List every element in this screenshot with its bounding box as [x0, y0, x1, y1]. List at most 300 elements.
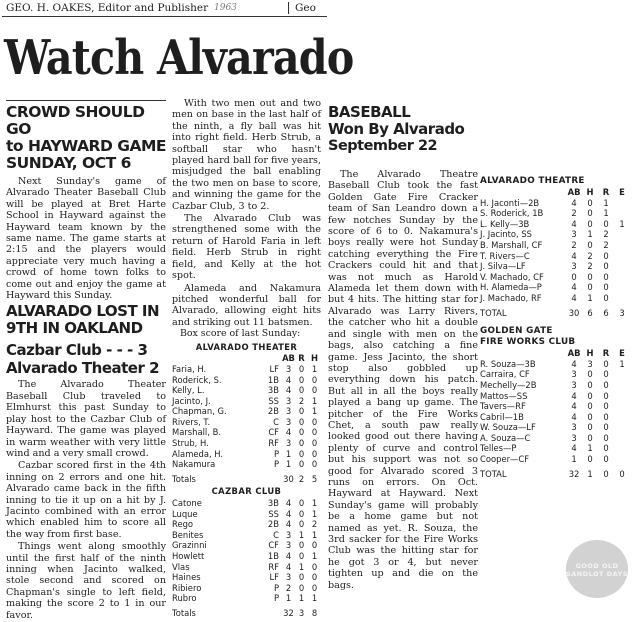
hits: 0: [587, 411, 593, 422]
story3-headline: [328, 104, 478, 138]
player-position: P: [273, 459, 279, 470]
errors: [614, 282, 630, 293]
player-position: 3B: [267, 385, 279, 396]
at-bats: 4: [571, 358, 577, 369]
errors: [614, 293, 630, 304]
story1-body: Next Sunday's game of Alvarado Theater Baseball Club will be played at Bret Harte School in Hayward against the Hayward team known by the same name. The game starts at 2:15 and the players would appreciate very much having a crowd of home town folks to come out and enjoy the game at Hayward this Sunday.: [6, 176, 166, 302]
player-name: Marshall, B.: [172, 427, 221, 438]
table-row: [172, 375, 321, 386]
at-bats: 3: [285, 540, 292, 551]
runs: 0: [298, 519, 305, 530]
box3-table-alvarado: [480, 187, 630, 318]
col-header: H: [586, 187, 594, 197]
table-row: [172, 540, 321, 551]
player-position: LF: [269, 572, 279, 583]
player-name: L. Kelly—3B: [480, 218, 530, 229]
runs: 2: [603, 229, 609, 240]
at-bats: 4: [285, 427, 292, 438]
at-bats: 0: [571, 271, 577, 282]
headline-line: SUNDAY, OCT 6: [6, 154, 131, 172]
runs: 0: [603, 401, 609, 412]
at-bats: 3: [285, 406, 292, 417]
story3-body: The Alvarado Theatre Baseball Club took the fast Golden Gate Fire Cracker team of San Leandro down a few notches Sunday by the score of 6 to 0. Nakamura's boys really were hot Sunday catching everything the Fire Crackers could hit and that was not much as Harold Alameda let them down with but 4 hits. The hitting star for Alvarado was Larry Rivers, the catcher who hit a double and single with men on the bags, also catching a fine game. Jess Jacinto, the short stop also gobbled up everything down his patch. But all in all the boys really played a bang up game. The pitcher of the Fire Works Chet, a south paw really looked good out there having plenty of curve and control but his support was not so good for Alvarado scored 3 runs on errors. On Oct. Hayward at Hayward. Next Sunday's game will probably be a home game but not named as yet. R. Souza, the 3rd sacker for the Fire Works Club was the hitting star for he got 3 or 4, but never tighten up and die on the bags.: [328, 169, 478, 591]
table-row: [172, 385, 321, 396]
player-name: Rubro: [172, 593, 197, 604]
runs: 0: [603, 282, 609, 293]
at-bats: 2: [285, 582, 292, 593]
headline-line: Won By Alvarado: [328, 120, 465, 138]
box3-team2: [480, 326, 630, 348]
totals-r: 2: [298, 473, 305, 484]
player-name: Howlett: [172, 551, 205, 561]
at-bats: 3: [571, 229, 577, 240]
column-3: [328, 104, 478, 592]
hits: 0: [587, 422, 593, 433]
story3-headline-date: September 22: [328, 138, 438, 154]
errors: [614, 272, 630, 283]
runs: 0: [603, 292, 609, 303]
at-bats: 1: [571, 454, 577, 465]
at-bats: 3: [285, 438, 292, 449]
runs: 0: [298, 416, 305, 427]
at-bats: 4: [571, 218, 577, 229]
runs: 0: [603, 443, 609, 454]
story1-headline: [6, 100, 166, 172]
runs: 2: [298, 395, 305, 406]
player-name: Strub, H.: [172, 438, 209, 449]
at-bats: 3: [571, 369, 577, 380]
table-header-row: [480, 348, 630, 359]
totals-row: [172, 470, 321, 485]
runs: 1: [603, 197, 609, 208]
hits: 0: [311, 459, 318, 470]
box3-team1: ALVARADO THEATRE: [480, 176, 585, 186]
totals-label: Totals: [172, 607, 196, 618]
player-name: Cooper—CF: [480, 454, 530, 465]
runs: 0: [298, 498, 305, 509]
table-row: [172, 530, 321, 541]
runs: 0: [298, 438, 305, 449]
player-position: C: [273, 529, 279, 540]
errors: [614, 391, 630, 402]
hits: 0: [311, 540, 318, 551]
headline-line: CROWD SHOULD GO: [6, 103, 145, 138]
errors: [614, 401, 630, 412]
runs: 0: [603, 422, 609, 433]
team-line: GOLDEN GATE: [480, 326, 553, 337]
header-divider: [288, 2, 289, 14]
at-bats: 1: [285, 593, 292, 604]
table-row: [172, 583, 321, 594]
runs: 0: [603, 379, 609, 390]
runs: 2: [603, 239, 609, 250]
story2-paragraph: Cazbar scored first in the 4th inning on 2 errors and one hit. Alvarado came back in the fifth inning to tie it up on a hit by J. Jacinto combined with an error which enabled him to score all the way from first base.: [6, 460, 166, 540]
hits: 0: [587, 282, 593, 293]
totals-ab: 30: [568, 307, 580, 318]
table-row: [172, 572, 321, 583]
table-row: [172, 406, 321, 417]
totals-label: TOTAL: [480, 307, 507, 318]
at-bats: 1: [285, 448, 292, 459]
table-header-row: [480, 187, 630, 198]
player-position: CF: [268, 540, 279, 551]
at-bats: 3: [285, 572, 292, 583]
runs: 1: [298, 561, 305, 572]
errors: 1: [619, 218, 625, 229]
player-name: H. Jaconti—2B: [480, 197, 540, 208]
player-name: Alameda, H.: [172, 448, 224, 459]
player-name: W. Souza—LF: [480, 422, 536, 433]
player-name: J. Machado, RF: [480, 292, 542, 303]
at-bats: 3: [571, 432, 577, 443]
at-bats: 4: [285, 561, 292, 572]
hits: 0: [587, 271, 593, 282]
runs: 0: [603, 454, 609, 465]
table-row: [172, 364, 321, 375]
runs: 0: [298, 448, 305, 459]
errors: [614, 412, 630, 423]
player-position: 2B: [267, 406, 279, 417]
at-bats: 4: [571, 292, 577, 303]
errors: 1: [619, 358, 625, 369]
player-position: P: [273, 582, 279, 593]
totals-r: 3: [298, 607, 305, 618]
runs: 1: [603, 208, 609, 219]
hits: 0: [587, 432, 593, 443]
hits: 2: [587, 250, 593, 261]
story2-score-lines: [6, 341, 166, 377]
table-row: [480, 251, 630, 262]
totals-r: 6: [603, 307, 609, 318]
table-row: [480, 282, 630, 293]
runs: 0: [298, 363, 305, 374]
at-bats: 4: [571, 250, 577, 261]
col-header: AB: [567, 348, 581, 359]
runs: 0: [298, 459, 305, 470]
player-name: Haines: [172, 572, 201, 583]
totals-r: 0: [603, 468, 609, 479]
at-bats: 3: [571, 261, 577, 272]
totals-ab: 32: [568, 468, 580, 479]
player-position: SS: [268, 508, 279, 519]
totals-h: 6: [587, 307, 593, 318]
score-line: Cazbar Club - - - 3: [6, 341, 148, 360]
watermark-line: GOOD OLD: [575, 562, 619, 570]
hits: 0: [587, 208, 593, 219]
runs: 0: [298, 385, 305, 396]
totals-e: 0: [619, 468, 625, 479]
player-name: A. Souza—C: [480, 432, 531, 443]
hits: 0: [311, 374, 318, 385]
at-bats: 3: [571, 422, 577, 433]
player-name: S. Roderick, 1B: [480, 208, 544, 219]
player-name: Telles—P: [480, 443, 517, 454]
runs: 0: [298, 406, 305, 417]
table-row: [172, 449, 321, 460]
runs: 0: [603, 250, 609, 261]
hits: 0: [587, 369, 593, 380]
player-name: B. Marshall, CF: [480, 239, 543, 250]
player-name: Nakamura: [172, 459, 216, 470]
col-header: H: [586, 348, 594, 359]
table-row: [172, 396, 321, 407]
errors: [614, 422, 630, 433]
headline-line: ALVARADO LOST IN: [6, 302, 160, 321]
table-row: [480, 391, 630, 402]
table-row: [480, 272, 630, 283]
team-line: FIRE WORKS CLUB: [480, 337, 576, 348]
at-bats: 1: [285, 459, 292, 470]
errors: [614, 208, 630, 219]
hits: 1: [311, 363, 318, 374]
errors: [614, 251, 630, 262]
column-2: [172, 98, 321, 619]
table-row: [480, 433, 630, 444]
player-name: R. Souza—3B: [480, 358, 536, 369]
at-bats: 3: [285, 395, 292, 406]
totals-e: 3: [619, 307, 625, 318]
errors: [614, 454, 630, 465]
runs: 0: [603, 390, 609, 401]
col-header: R: [602, 348, 610, 359]
runs: 1: [298, 529, 305, 540]
errors: [614, 198, 630, 209]
table-row: [480, 422, 630, 433]
totals-blank: [259, 470, 282, 485]
hits: 1: [587, 229, 593, 240]
player-name: J. Jacinto, SS: [480, 229, 533, 240]
at-bats: 4: [571, 390, 577, 401]
table-row: [172, 593, 321, 604]
table-row: [480, 454, 630, 465]
table-row: [172, 509, 321, 520]
runs: 0: [298, 572, 305, 583]
hits: 1: [587, 292, 593, 303]
runs: 0: [298, 374, 305, 385]
runs: 0: [603, 358, 609, 369]
player-name: V. Machado, CF: [480, 271, 544, 282]
table-header-row: [172, 353, 321, 364]
headline-line: 9TH IN OAKLAND: [6, 319, 143, 338]
table-row: [172, 417, 321, 428]
errors: [614, 433, 630, 444]
hits: 0: [311, 448, 318, 459]
col-header: AB: [282, 353, 295, 364]
hits: 0: [311, 385, 318, 396]
hits: 1: [311, 593, 318, 604]
hits: 2: [311, 519, 318, 530]
player-name: Catone: [172, 498, 202, 509]
col-header: R: [298, 353, 305, 364]
hits: 1: [311, 395, 318, 406]
player-position: 3B: [267, 498, 279, 509]
hits: 0: [587, 454, 593, 465]
at-bats: 4: [285, 551, 292, 561]
player-name: Rego: [172, 519, 194, 530]
player-name: Cabril—1B: [480, 411, 524, 422]
at-bats: 4: [285, 519, 292, 530]
box-score-title: Box score of last Sunday:: [180, 328, 301, 340]
hits: 0: [311, 572, 318, 583]
player-position: CF: [268, 427, 279, 438]
at-bats: 2: [571, 239, 577, 250]
table-row: [480, 229, 630, 240]
player-name: Ribiero: [172, 582, 202, 593]
at-bats: 4: [285, 498, 292, 509]
runs: 0: [298, 582, 305, 593]
hits: 0: [311, 582, 318, 593]
hits: 0: [587, 197, 593, 208]
totals-row: [480, 465, 630, 480]
errors: [614, 240, 630, 251]
table-row: [480, 412, 630, 423]
runs: 0: [603, 261, 609, 272]
player-name: Mattos—SS: [480, 390, 528, 401]
table-row: [172, 498, 321, 509]
hits: 1: [311, 498, 318, 509]
player-position: 1B: [267, 551, 279, 561]
at-bats: 4: [571, 282, 577, 293]
watermark-line: SANDLOT DAYS: [566, 570, 628, 578]
player-name: Rivers, T.: [172, 416, 211, 427]
runs: 0: [298, 508, 305, 519]
player-name: Vlas: [172, 561, 190, 572]
runs: 0: [298, 551, 305, 561]
at-bats: 3: [571, 379, 577, 390]
hits: 2: [587, 261, 593, 272]
at-bats: 4: [571, 197, 577, 208]
totals-row: [480, 304, 630, 319]
runs: 0: [298, 427, 305, 438]
hits: 0: [311, 438, 318, 449]
at-bats: 4: [285, 508, 292, 519]
table-row: [172, 562, 321, 573]
table-row: [172, 551, 321, 562]
hits: 0: [311, 427, 318, 438]
box-score-table-alvarado: [172, 353, 321, 484]
hits: 0: [311, 416, 318, 427]
totals-ab: 32: [283, 607, 294, 618]
player-name: T. Rivers—C: [480, 250, 530, 261]
totals-row: [172, 604, 321, 619]
player-name: Faria, H.: [172, 363, 207, 374]
at-bats: 2: [571, 208, 577, 219]
table-row: [172, 519, 321, 530]
story2-continued-paragraph: Alameda and Nakamura pitched wonderful ball for Alvarado, allowing eight hits and striking out 11 batsmen.: [172, 282, 321, 328]
col-header: R: [602, 187, 610, 197]
box-team-name: CAZBAR CLUB: [211, 486, 282, 497]
player-name: Carraira, CF: [480, 369, 530, 380]
at-bats: 4: [571, 443, 577, 454]
player-position: RF: [268, 438, 279, 449]
totals-h: 8: [311, 607, 318, 618]
player-name: H. Alameda—P: [480, 282, 542, 293]
player-position: 1B: [267, 374, 279, 385]
hits: 0: [311, 561, 318, 572]
runs: 0: [298, 540, 305, 551]
runs: 0: [603, 271, 609, 282]
hits: 0: [587, 401, 593, 412]
table-row: [480, 208, 630, 219]
headline-line: BASEBALL: [328, 103, 411, 121]
runs: 1: [298, 593, 305, 604]
totals-label: Totals: [172, 473, 196, 484]
hits: 1: [587, 443, 593, 454]
table-row: [480, 443, 630, 454]
header-fragment: Geo: [295, 2, 316, 14]
table-row: [172, 459, 321, 470]
hits: 0: [587, 379, 593, 390]
at-bats: 4: [571, 401, 577, 412]
col-header: E: [619, 187, 625, 197]
box-score-table-cazbar: [172, 498, 321, 619]
hits: 0: [587, 239, 593, 250]
hits: 1: [311, 551, 318, 561]
player-name: Chapman, G.: [172, 406, 227, 417]
table-row: [480, 359, 630, 370]
year-note: 1963: [214, 3, 237, 13]
errors: [614, 261, 630, 272]
watermark-stamp: [566, 540, 628, 598]
player-position: RF: [268, 561, 279, 572]
totals-ab: 30: [283, 473, 294, 484]
story2-headline: [6, 303, 166, 337]
column-4-box-score: [480, 176, 630, 479]
table-row: [172, 438, 321, 449]
player-name: Mechelly—2B: [480, 379, 537, 390]
hits: 1: [311, 406, 318, 417]
at-bats: 3: [285, 416, 292, 427]
player-position: P: [273, 593, 279, 604]
box-team-name: ALVARADO THEATER: [195, 341, 298, 352]
box3-table-fireworks: [480, 348, 630, 479]
col-header: AB: [567, 187, 581, 197]
masthead-title: Watch Alvarado: [4, 30, 354, 86]
table-row: [480, 369, 630, 380]
player-name: Jacinto, J.: [172, 395, 211, 406]
hits: 1: [311, 508, 318, 519]
table-row: [480, 380, 630, 391]
totals-blank: [250, 604, 282, 619]
newspaper-header-bar: [2, 0, 327, 17]
table-row: [480, 293, 630, 304]
runs: 0: [603, 369, 609, 380]
player-position: C: [273, 416, 279, 427]
at-bats: 3: [285, 363, 292, 374]
player-position: 2B: [267, 519, 279, 530]
errors: [614, 369, 630, 380]
col-header: H: [310, 353, 318, 364]
at-bats: 4: [285, 374, 292, 385]
player-position: SS: [268, 395, 279, 406]
hits: 3: [587, 358, 593, 369]
story2-paragraph: Things went along smoothly until the first half of the ninth inning when Jacinto walked, stole second and scored on Chapman's single to left field, making the score 2 to 1 in our favor.: [6, 541, 166, 621]
at-bats: 3: [285, 529, 292, 540]
player-name: Tavers—RF: [480, 401, 526, 412]
player-name: Luque: [172, 508, 198, 519]
story2-continued-paragraph: With two men out and two men on base in the last half of the ninth, a fly ball was hit into right field. Herb Strub, a softball star who hasn't played hard ball for five years, misjudged the ball enabling the two men on base to score, and winning the game for the Cazbar Club, 3 to 2.: [172, 98, 321, 212]
hits: 0: [587, 218, 593, 229]
box-score-oct: [172, 329, 321, 618]
runs: 0: [603, 411, 609, 422]
totals-h: 1: [587, 468, 593, 479]
at-bats: 4: [571, 411, 577, 422]
table-row: [172, 427, 321, 438]
errors: [614, 229, 630, 240]
score-line: Alvarado Theater 2: [6, 359, 160, 378]
player-name: J. Silva—LF: [480, 261, 526, 272]
column-1: [6, 100, 166, 622]
